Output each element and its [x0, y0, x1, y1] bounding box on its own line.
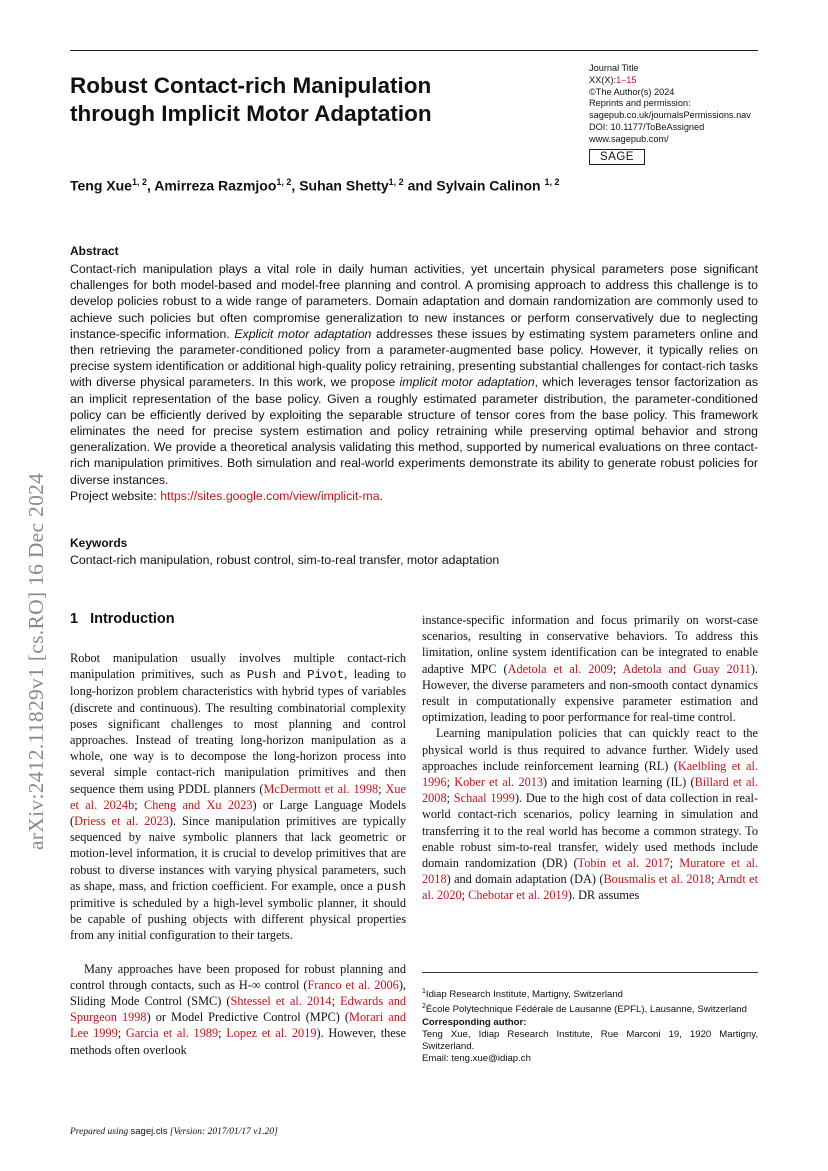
affiliation-footnote-2: $^2$École Polytechnique Fédérale de Lausanne (EPFL), Lausanne, Switzerland — [422, 1003, 747, 1016]
citation-link[interactable]: Arndt et al. 2020 — [422, 872, 758, 903]
journal-reprints-url: sagepub.co.uk/journalsPermissions.nav — [589, 110, 751, 121]
citation-link[interactable]: Tobin et al. 2017 — [577, 856, 670, 871]
citation-link[interactable]: Adetola and Guay 2011 — [622, 661, 751, 676]
journal-volume: XX(X):1–15 — [589, 74, 637, 85]
footnote-rule — [422, 972, 758, 973]
right-column — [422, 612, 758, 904]
paper-title: Robust Contact-rich Manipulation through Implicit Motor Adaptation — [70, 73, 432, 126]
abstract-emphasis: implicit motor adaptation — [399, 375, 535, 390]
code-push-lower: push — [376, 879, 406, 894]
abstract-emphasis: Explicit motor adaptation — [234, 326, 372, 341]
journal-title: Journal Title — [589, 63, 639, 73]
arxiv-stamp-text: arXiv:2412.11829v1 [cs.RO] 16 Dec 2024 — [24, 472, 48, 850]
corresponding-author-email: Email: teng.xue@idiap.ch — [422, 1053, 531, 1065]
journal-info — [589, 63, 769, 146]
author-affiliation: 1, 2 — [544, 177, 560, 187]
abstract-heading: Abstract — [70, 244, 119, 258]
author-name: Amirreza Razmjoo — [154, 177, 277, 194]
citation-link[interactable]: Muratore et al. 2018 — [422, 856, 759, 887]
citation-link[interactable]: Chebotar et al. 2019 — [468, 888, 568, 903]
citation-link[interactable]: Morari and Lee 1999 — [70, 1010, 406, 1041]
corresponding-author-heading: Corresponding author: — [422, 1016, 527, 1028]
citation-link[interactable]: McDermott et al. 1998 — [263, 781, 379, 796]
citation-link[interactable]: Schaal 1999 — [453, 791, 515, 806]
intro-paragraph-1: Robot manipulation usually involves multiple contact-rich manipulation primitives, such as Push and Pivot, leading to long-horizon problem characteristics with hybrid types of variables (discrete and continuous). The resulting combinatorial complexity poses significant challenges to most planning and control approaches. Instead of treating long-horizon manipulation as a whole, one way is to decompose the long-horizon process into several simple contact-rich manipulation primitives and then sequence them using PDDL planners (McDermott et al. 1998; Xue et al. 2024b; Cheng and Xu 2023) or Large Language Models (Driess et al. 2023). Since manipulation primitives are typically sequenced by naive symbolic planners that lack geometric or motion-level information, it is crucial to develop primitives that are robust to diverse instances with varying physical parameters, such as shape, mass, and friction coefficient. For example, once a push primitive is scheduled by a high-level symbolic planner, it should be capable of pushing objects with different physical properties from any initial configuration to their targets. — [70, 651, 407, 943]
citation-link[interactable]: Edwards and Spurgeon 1998 — [70, 994, 406, 1025]
header-rule — [70, 50, 758, 51]
citation-link[interactable]: Kober et al. 2013 — [454, 775, 544, 790]
journal-pages-link[interactable]: 1–15 — [616, 74, 637, 85]
citation-link[interactable]: Cheng and Xu 2023 — [144, 797, 253, 812]
author-name: Sylvain Calinon — [436, 177, 541, 194]
keywords-heading: Keywords — [70, 536, 128, 550]
class-file-name: sagej.cls — [130, 1126, 168, 1137]
citation-link[interactable]: Bousmalis et al. 2018 — [603, 872, 711, 887]
intro-paragraph-4: Learning manipulation policies that can quickly react to the physical world is thus required to advance further. Widely used approaches include reinforcement learning (RL) (Kaelbling et al. 1996; Kober et al. 2013) and imitation learning (IL) (Billard et al. 2008; Schaal 1999). Due to the high cost of data collection in real-world contact-rich scenarios, policy learning in simulation and transferring it to the real world has become a common strategy. To enable robust sim-to-real transfer, widely used methods include domain randomization (DR) (Tobin et al. 2017; Muratore et al. 2018) and domain adaptation (DA) (Bousmalis et al. 2018; Arndt et al. 2020; Chebotar et al. 2019). DR assumes — [422, 726, 759, 903]
citation-link[interactable]: Driess et al. 2023 — [74, 814, 169, 829]
journal-doi: DOI: 10.1177/ToBeAssigned — [589, 121, 705, 132]
citation-link[interactable]: Garcia et al. 1989 — [125, 1026, 219, 1041]
citation-link[interactable]: Billard et al. 2008 — [422, 775, 758, 806]
journal-website: www.sagepub.com/ — [589, 133, 669, 144]
intro-paragraph-3: instance-specific information and focus primarily on worst-case scenarios, resulting in conservative behaviors. To address this limitation, online system identification can be integrated to enable adaptive MPC (Adetola et al. 2009; Adetola and Guay 2011). However, the diverse parameters and non-smooth contact dynamics result in computationally expensive parameter estimation and optimization, leading to poor performance for real-time control. — [422, 613, 758, 725]
arxiv-stamp — [22, 360, 52, 850]
citation-link[interactable]: Shtessel et al. 2014 — [230, 994, 332, 1009]
citation-link[interactable]: Adetola et al. 2009 — [507, 661, 613, 676]
left-column — [70, 650, 406, 1058]
author-affiliation: 1, 2 — [388, 177, 404, 187]
intro-paragraph-2: Many approaches have been proposed for robust planning and control through contacts, such as H-∞ control (Franco et al. 2006), Sliding Mode Control (SMC) (Shtessel et al. 2014; Edwards and Spurgeon 1998) or Model Predictive Control (MPC) (Morari and Lee 1999; Garcia et al. 1989; Lopez et al. 2019). However, these methods often overlook — [70, 961, 406, 1057]
author-name: Suhan Shetty — [299, 177, 389, 194]
journal-reprints: Reprints and permission: — [589, 98, 691, 109]
citation-link[interactable]: Franco et al. 2006 — [307, 977, 399, 992]
corresponding-author-address: Teng Xue, Idiap Research Institute, Rue Marconi 19, 1920 Martigny, Switzerland. — [422, 1028, 758, 1053]
section-heading-introduction — [70, 611, 175, 627]
sage-logo: SAGE — [589, 149, 645, 165]
journal-copyright: ©The Author(s) 2024 — [589, 86, 675, 97]
author-list: Teng Xue$^{1, 2}$, Amirreza Razmjoo$^{1, 2}$, Suhan Shetty$^{1, 2}$ and Sylvain Calinon $^{1, 2}$ — [70, 177, 560, 194]
prepared-using-footer: Prepared using sagej.cls [Version: 2017/01/17 v1.20] — [70, 1126, 278, 1137]
author-affiliation: 1, 2 — [276, 177, 292, 187]
project-website-link[interactable]: https://sites.google.com/view/implicit-ma — [160, 488, 380, 503]
affiliation-footnote-1: $^1$Idiap Research Institute, Martigny, Switzerland — [422, 988, 624, 1001]
citation-link[interactable]: Kaelbling et al. 1996 — [422, 758, 758, 790]
abstract-body: Contact-rich manipulation plays a vital role in daily human activities, yet uncertain physical parameters pose significant challenges for both model-based and model-free planning and control. A promising approach to address this challenge is to develop policies robust to a wide range of parameters. Domain adaptation and domain randomization are commonly used to achieve such policies but often compromise generalization to new instances or perform conservatively due to neglecting instance-specific information. Explicit motor adaptation addresses these issues by estimating system parameters online and then retrieving the parameter-conditioned policy from a parameter-augmented base policy. However, it typically relies on precise system identification or additional high-quality policy retraining, presenting substantial challenges for contact-rich tasks with diverse physical parameters. In this work, we propose implicit motor adaptation, which leverages tensor factorization as an implicit representation of the base policy. Given a roughly estimated parameter distribution, the parameter-conditioned policy can be efficiently derived by exploiting the separable structure of tensor cores from the base policy. This framework eliminates the need for precise system estimation and policy retraining while preserving optimal behavior and strong generalization. We provide a theoretical analysis validating this method, supported by numerical evaluations on three contact-rich manipulation primitives. Both simulation and real-world experiments demonstrate its ability to generate robust policies for diverse instances. Project website: https://sites.google.com/view/implicit-ma. — [70, 262, 758, 503]
author-affiliation: 1, 2 — [131, 177, 147, 187]
footnotes — [422, 986, 758, 1066]
keywords-text: Contact-rich manipulation, robust control, sim-to-real transfer, motor adaptation — [70, 553, 500, 567]
project-label: Project website: — [70, 488, 161, 503]
citation-link[interactable]: Xue et al. 2024b — [70, 781, 407, 812]
code-push: Push — [246, 668, 277, 683]
code-pivot: Pivot — [307, 668, 345, 683]
citation-link[interactable]: Lopez et al. 2019 — [226, 1026, 317, 1041]
section-number: 1 — [70, 611, 79, 627]
section-title: Introduction — [90, 611, 175, 627]
author-name: Teng Xue — [70, 177, 132, 194]
